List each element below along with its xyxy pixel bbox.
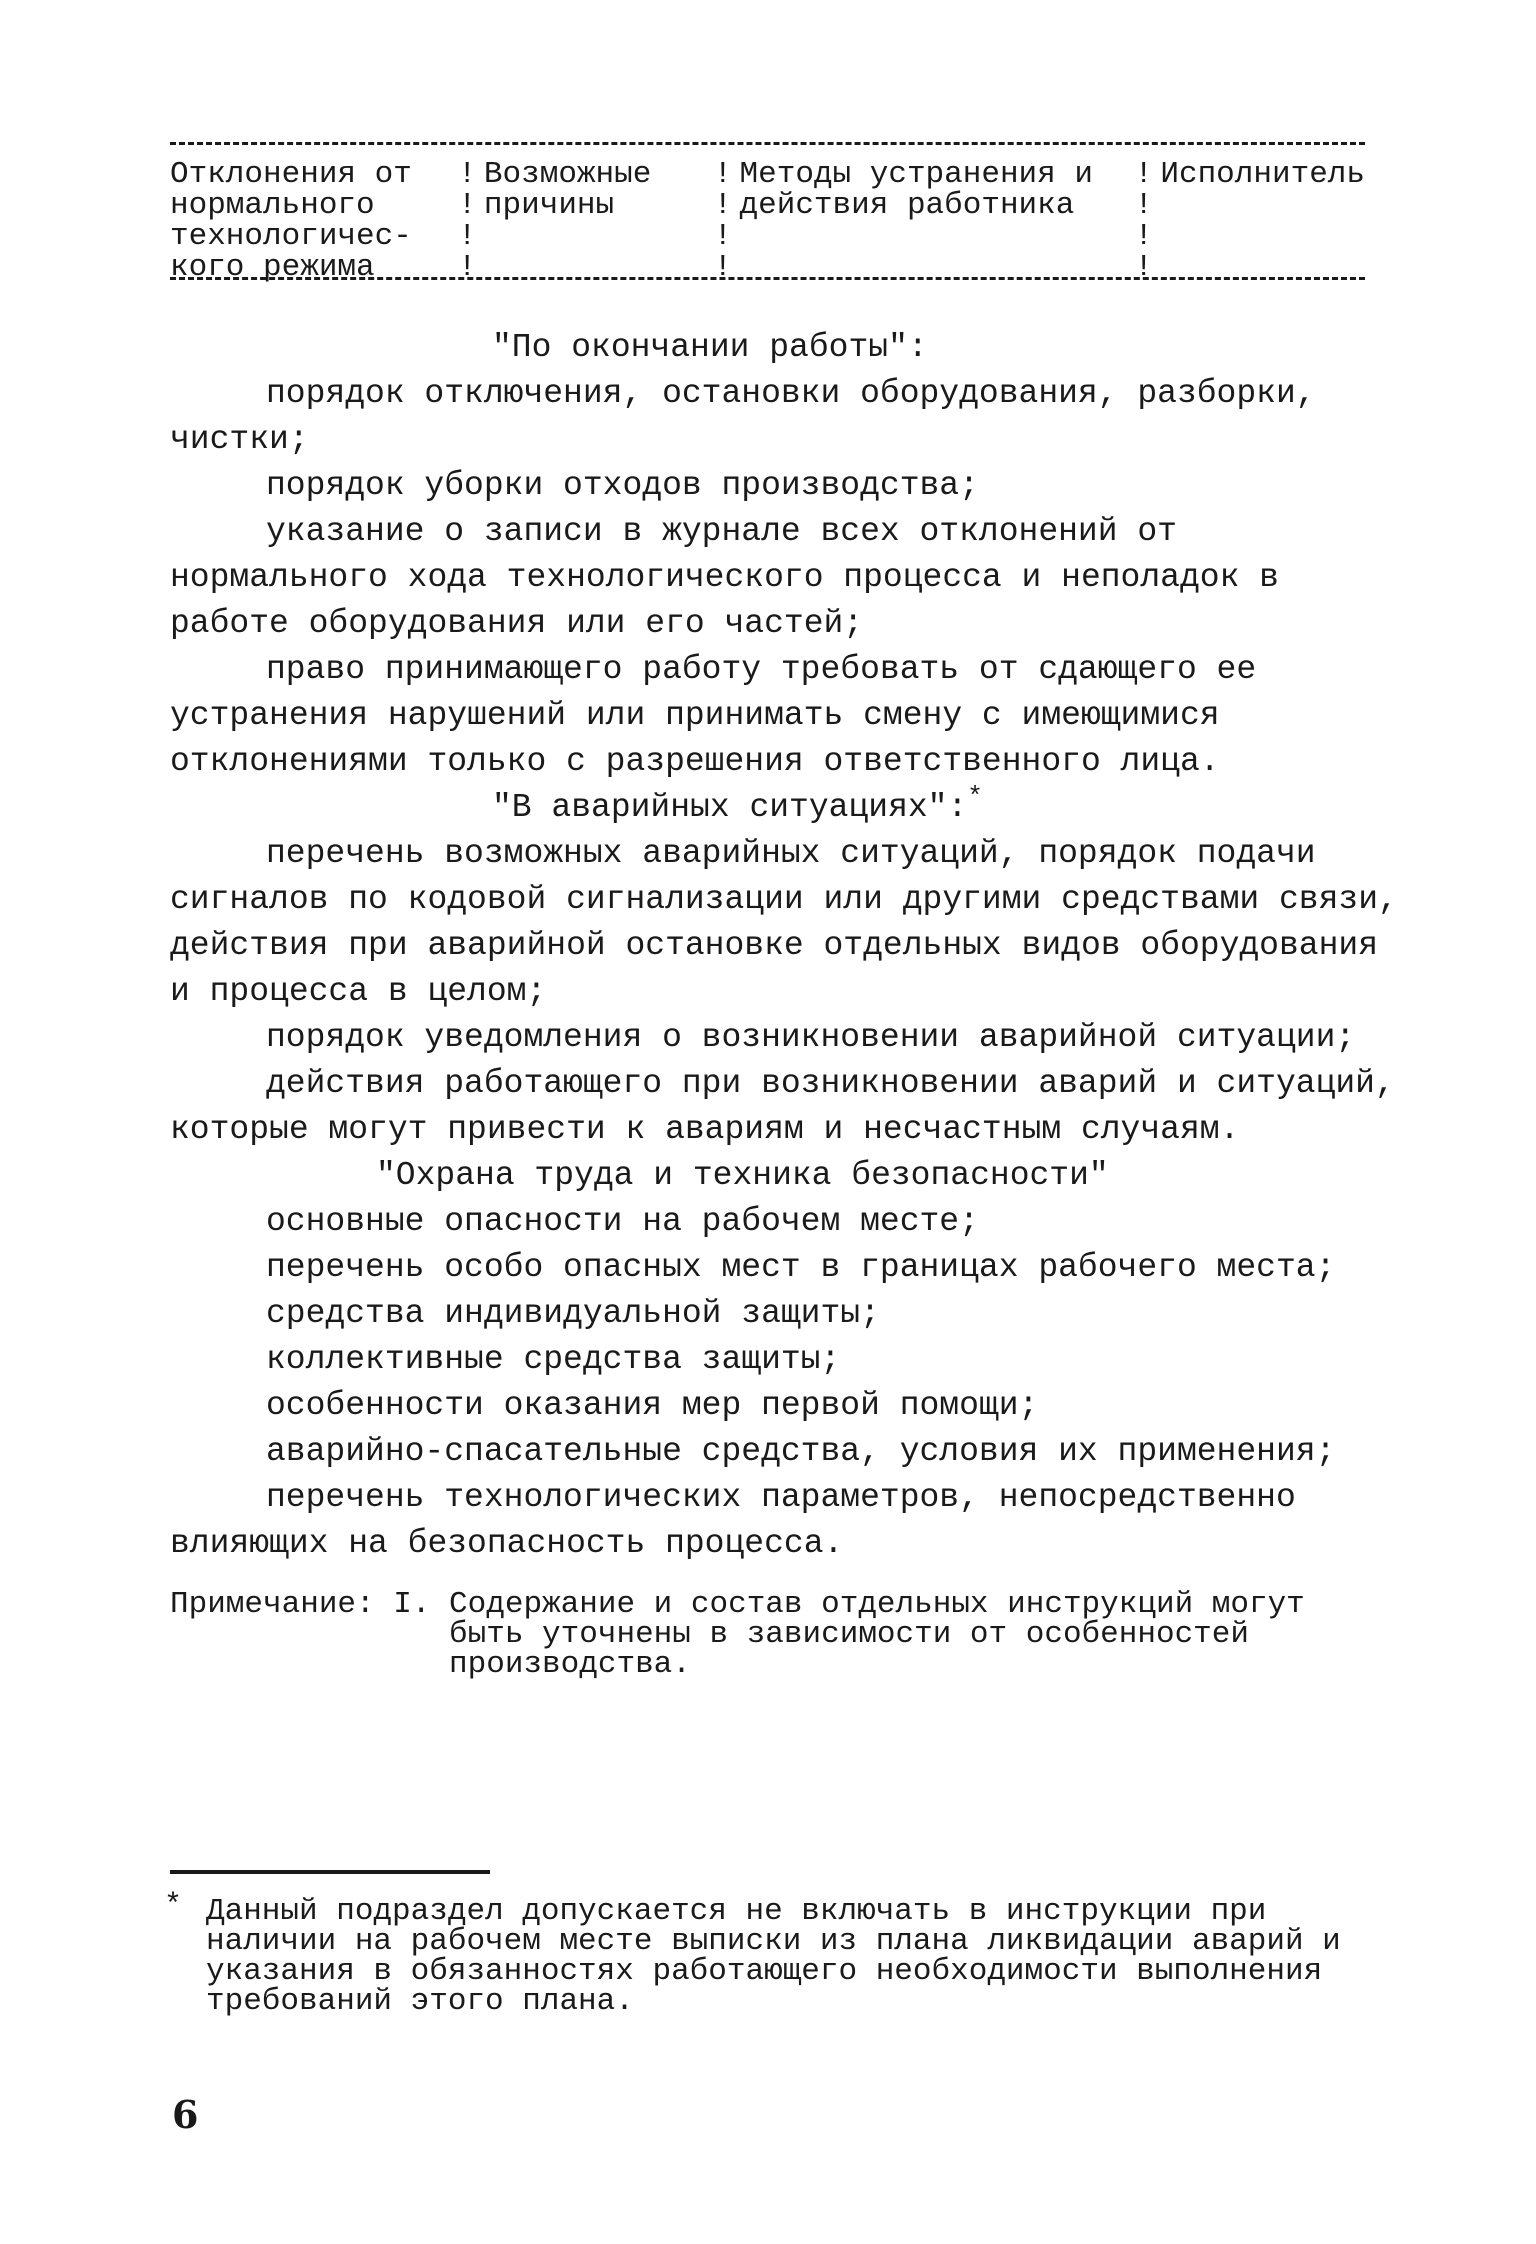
col-causes [452,159,708,271]
list-item: перечень технологических параметров, непосредственно влияющих на безопасность процесса. [170,1479,1296,1562]
list-item: право принимающего работу требовать от сдающего ее устранения нарушений или принимать смену с имеющимися отклонениями только с разрешения ответственного лица. [170,651,1257,780]
col-causes-line: причины [483,188,615,223]
col-deviations-line: технологичес- [170,219,412,254]
heading-emergency [170,782,1400,831]
col-methods [708,159,1129,271]
col-deviations-line: нормального [170,188,375,223]
col-methods-line: действия работника [739,188,1075,223]
list-item: коллективные средства защиты; [266,1341,841,1378]
header-table [170,142,1366,285]
note-row [170,1587,1370,1682]
note-text: Содержание и состав отдельных инструкций могут быть уточнены в зависимости от особенностей производства. [449,1587,1305,1682]
list-item: особенности оказания мер первой помощи; [266,1387,1039,1424]
list-item: перечень возможных аварийных ситуаций, порядок подачи сигналов по кодовой сигнализации или другими средствами связи, действия при аварийной остановке отдельных видов оборудования и процесса в целом; [170,835,1398,1010]
list-item: порядок уборки отходов производства; [266,467,979,504]
note-label: Примечание: I. [170,1587,450,1622]
heading-emergency-text: "В аварийных ситуациях": [492,789,968,826]
body-text [170,325,1400,1567]
col-causes-line: ! ! ! ! Возможные [483,157,652,192]
footnote-separator [170,1870,490,1874]
list-item: перечень особо опасных мест в границах рабочего места; [266,1249,1336,1286]
footnote-mark-ref: * [967,782,983,812]
list-item: порядок отключения, остановки оборудования, разборки, чистки; [170,375,1316,458]
list-item: действия работающего при возникновении аварий и ситуаций, которые могут привести к авариям и несчастным случаям. [170,1065,1395,1148]
col-executor-line: ! ! ! ! Исполнитель [1160,157,1366,192]
note [170,1587,1370,1682]
heading-safety: "Охрана труда и техника безопасности" [376,1157,1109,1194]
footnote [164,1889,1370,2019]
col-deviations [170,157,452,285]
list-item: основные опасности на рабочем месте; [266,1203,979,1240]
table-header-row [170,145,1366,285]
footnote-mark: * [164,1889,183,1923]
list-item: средства индивидуальной защиты; [266,1295,880,1332]
list-item: аварийно-спасательные средства, условия их применения; [266,1433,1336,1470]
col-methods-line: ! ! ! ! Методы устранения и [739,157,1093,192]
col-deviations-line: кого режима [170,250,375,285]
footnote-text: Данный подраздел допускается не включать в инструкции при наличии на рабочем месте выписки из плана ликвидации аварий и указания в обязанностях работающего необходимости выполнения требований этого плана. [206,1894,1341,2019]
page-number: 6 [172,2092,199,2137]
list-item: порядок уведомления о возникновении аварийной ситуации; [266,1019,1356,1056]
list-item: указание о записи в журнале всех отклонений от нормального хода технологического процесса и неполадок в работе оборудования или его частей; [170,513,1279,642]
col-executor [1128,159,1365,271]
heading-end-of-work: "По окончании работы": [492,329,928,366]
col-deviations-line: Отклонения от [170,157,412,192]
